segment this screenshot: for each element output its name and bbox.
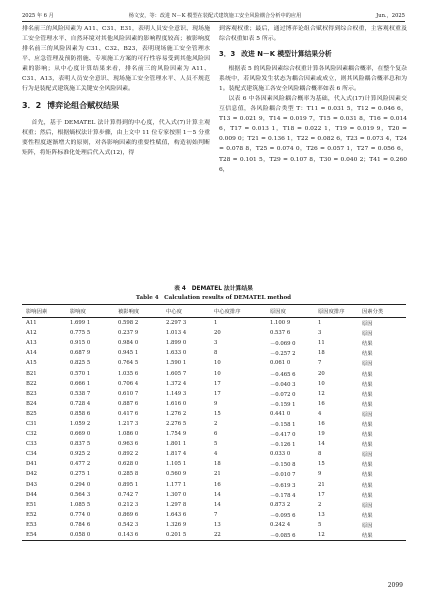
table-cell: 原因: [362, 452, 373, 459]
table-cell: 1.100 9: [270, 320, 291, 327]
factor-cell: B25: [26, 410, 37, 417]
table-cell: 0.925 2: [70, 451, 91, 458]
table-cell: 0.837 5: [70, 441, 91, 448]
table-cell: 1.801 1: [166, 441, 187, 448]
paragraph: 首先，基于 DEMATEL 法计算得到的中心度，代入式(7)计算主观权重；然后，根据熵权法计算步骤，由上文中 11 位专家按照 1－5 分重要性程度逐渐增大的原则，对各影响因素的重要性赋值，构造初始判断矩阵，将矩阵标准化处理后代入式(12)，得: [22, 120, 210, 157]
table-cell: 0.775 5: [70, 330, 91, 337]
table-cell: －0.095 6: [270, 512, 296, 519]
table-cell: 1.899 0: [166, 340, 187, 347]
table-cell: 0.895 1: [118, 481, 139, 488]
table-caption-en: Table 4 Calculation results of DEMATEL method: [135, 295, 292, 301]
table-cell: 20: [318, 370, 325, 377]
table-row: [22, 500, 406, 510]
table-body: [22, 318, 406, 541]
table-row: [22, 389, 406, 399]
table-cell: 10: [214, 370, 221, 377]
header-title: 杨文安，等：改进 N－K 模型在装配式建筑施工安全风险耦合分析中的应用: [128, 13, 302, 19]
table-row: [22, 439, 406, 449]
table-cell: 2: [214, 420, 218, 427]
table-cell: 16: [318, 400, 325, 407]
table-cell: 0.237 9: [118, 330, 139, 337]
paragraph: 以表 6 中各因素风险耦合概率为基础，代入式(17)计算风险因素交互信息值，各风险耦合类型 T：T11 = 0.031 5，T12 = 0.046 6，T13 = 0.021 9，T14 = 0.019 7，T15 = 0.031 8，T16 = 0.014 6，T17 = 0.013 1，T18 = 0.022 1，T19 = 0.019 9，T20 = 0.009 0；T21 = 0.136 1，T22 = 0.082 6，T23 = 0.073 4，T24 = 0.078 8，T25 = 0.074 0，T26 = 0.057 1，T27 = 0.056 6，T28 = 0.101 5，T29 = 0.107 8，T30 = 0.040 2；T41 = 0.260 6，: [219, 96, 407, 173]
table-cell: 结果: [362, 421, 373, 428]
table-cell: 0.869 6: [118, 511, 139, 518]
factor-cell: A12: [26, 330, 37, 337]
factor-cell: A14: [26, 350, 37, 357]
table-cell: 1.105 1: [166, 461, 187, 468]
table-cell: 1.297 8: [166, 501, 187, 508]
table-cell: 0.275 1: [70, 471, 91, 478]
table-cell: 0.706 4: [118, 380, 139, 387]
table-cell: 1.035 6: [118, 370, 139, 377]
right-column: [219, 24, 407, 175]
table-row: [22, 409, 406, 419]
table-cell: 结果: [362, 512, 373, 519]
table-cell: 0.242 4: [270, 521, 291, 528]
table-cell: 5: [214, 441, 218, 448]
table-row: [22, 459, 406, 469]
table-cell: 0.285 8: [118, 471, 139, 478]
table-cell: 0.294 0: [70, 481, 91, 488]
table-cell: 0.728 4: [70, 400, 91, 407]
table-cell: 1.372 4: [166, 380, 187, 387]
table-cell: 3: [318, 330, 322, 337]
table-cell: 13: [214, 521, 221, 528]
table-cell: 14: [214, 501, 221, 508]
factor-cell: B22: [26, 380, 37, 387]
table-cell: 1.633 0: [166, 350, 187, 357]
table-cell: 0.742 7: [118, 491, 139, 498]
factor-cell: E54: [22, 530, 70, 541]
factor-cell: C32: [26, 431, 37, 438]
table-cell: 0.538 7: [70, 390, 91, 397]
table-cell: 结果: [362, 530, 406, 541]
table-cell: 21: [318, 481, 325, 488]
table-cell: 18: [214, 461, 221, 468]
table-row: [22, 379, 406, 389]
table-cell: 结果: [362, 462, 373, 469]
table-cell: 0.061 0: [270, 360, 291, 367]
factor-cell: A11: [26, 320, 37, 327]
factor-cell: C31: [26, 420, 37, 427]
table-cell: 13: [318, 511, 325, 518]
table-cell: 0.212 3: [118, 501, 139, 508]
table-cell: 1.605 7: [166, 370, 187, 377]
table-cell: 0.774 0: [70, 511, 91, 518]
table-cell: 12: [318, 390, 325, 397]
table-cell: －0.619 3: [270, 482, 296, 489]
table-cell: 0.963 6: [118, 441, 139, 448]
table-cell: 8: [214, 350, 218, 357]
table-cell: 0.666 1: [70, 380, 91, 387]
table-cell: 结果: [362, 432, 373, 439]
factor-cell: E53: [26, 521, 37, 528]
column-header: 中心度排序: [214, 305, 270, 318]
table-cell: 17: [214, 390, 221, 397]
factor-cell: D43: [26, 481, 37, 488]
table-cell: 16: [214, 481, 221, 488]
table-cell: 原因: [362, 361, 373, 368]
table-cell: 14: [318, 441, 325, 448]
factor-cell: B24: [26, 400, 37, 407]
table-cell: 结果: [362, 401, 373, 408]
table-cell: 1: [214, 320, 218, 327]
table-cell: 9: [318, 471, 322, 478]
table-cell: 17: [214, 380, 221, 387]
section-title: 博弈论组合赋权结果: [47, 101, 120, 111]
table-cell: 0.628 0: [118, 461, 139, 468]
table-cell: 0.984 0: [118, 340, 139, 347]
factor-cell: D44: [26, 491, 37, 498]
section-number: 3．2: [22, 101, 42, 111]
paragraph: 根据表 5 的风险因素综合权重计算各风险因素耦合概率，在整个复杂系统中，若风险发生状态为耦合因素或成立，则其风险耦合概率总和为 1。装配式建筑施工各安全风险耦合概率如表 6 所示。: [219, 66, 407, 93]
table-cell: 15: [214, 410, 221, 417]
table-cell: 1.059 2: [70, 420, 91, 427]
table-cell: 0.143 6: [118, 530, 166, 541]
factor-cell: C33: [26, 441, 37, 448]
table-cell: 2.297 3: [166, 320, 187, 327]
table-cell: 0.764 5: [118, 360, 139, 367]
table-cell: 10: [318, 380, 325, 387]
table-row: [22, 358, 406, 368]
table-cell: 7: [318, 360, 322, 367]
table-cell: 1.086 0: [118, 431, 139, 438]
table-cell: －0.126 1: [270, 442, 296, 449]
factor-cell: E51: [26, 501, 37, 508]
table-row: [22, 419, 406, 429]
table-cell: 0.784 6: [70, 521, 91, 528]
table-cell: 3: [214, 340, 218, 347]
table-cell: 0.825 5: [70, 360, 91, 367]
running-header: [22, 9, 405, 19]
table-cell: 12: [318, 530, 362, 541]
section-title: 改进 N－K 模型计算结果分析: [241, 50, 332, 59]
table-cell: －0.158 1: [270, 421, 296, 428]
table-cell: －0.159 1: [270, 401, 296, 408]
table-cell: －0.040 3: [270, 381, 296, 388]
table-cell: 1.217 3: [118, 420, 139, 427]
table-cell: 1.616 0: [166, 400, 187, 407]
table-cell: －0.072 0: [270, 391, 296, 398]
table-row: [22, 530, 406, 541]
table-cell: 1.177 1: [166, 481, 187, 488]
factor-cell: B21: [26, 370, 37, 377]
table-cell: 1.699 1: [70, 320, 91, 327]
table-header-row: [22, 305, 406, 318]
factor-cell: A15: [26, 360, 37, 367]
factor-cell: B23: [26, 390, 37, 397]
table-cell: 0.669 0: [70, 431, 91, 438]
table-cell: 结果: [362, 341, 373, 348]
table-cell: 1.149 3: [166, 390, 187, 397]
table-cell: 22: [214, 530, 270, 541]
table-caption: 表 4 DEMATEL 法计算结果: [174, 286, 253, 292]
table-cell: 结果: [362, 492, 373, 499]
table-cell: 0.610 7: [118, 390, 139, 397]
table-cell: 结果: [362, 472, 373, 479]
column-header: 影响度: [70, 305, 118, 318]
table-row: [22, 520, 406, 530]
table-cell: 0.887 6: [118, 400, 139, 407]
column-header: 被影响度: [118, 305, 166, 318]
table-cell: －0.257 2: [270, 351, 296, 358]
column-header: 原因度: [270, 305, 318, 318]
table-cell: 1: [318, 320, 322, 327]
factor-cell: D41: [26, 461, 37, 468]
header-date: 2025 年 6 月: [22, 13, 54, 19]
table-cell: 结果: [362, 351, 373, 358]
table-cell: 0.441 0: [270, 410, 291, 417]
table-cell: 2: [318, 501, 322, 508]
column-header: 原因度排序: [318, 305, 362, 318]
table-cell: 0.201 5: [166, 530, 214, 541]
table-cell: 11: [318, 340, 325, 347]
table-cell: 4: [214, 451, 218, 458]
table-cell: 0.945 1: [118, 350, 139, 357]
paragraph: 到客观权重；最后，通过博弈论组合赋权得到综合权重，主客观权重及综合权重如表 5 所示。: [219, 26, 407, 43]
table-cell: 0.570 1: [70, 370, 91, 377]
table-row: [22, 490, 406, 500]
table-cell: 0.560 9: [166, 471, 187, 478]
table-cell: 0.598 2: [118, 320, 139, 327]
table-cell: 0.477 2: [70, 461, 91, 468]
table-row: [22, 449, 406, 459]
table-cell: －0.178 4: [270, 492, 296, 499]
table-cell: 0.873 2: [270, 501, 291, 508]
table-row: [22, 480, 406, 490]
table-cell: 0.537 6: [270, 330, 291, 337]
table-row: [22, 469, 406, 479]
table-cell: 1.013 4: [166, 330, 187, 337]
table-cell: 10: [214, 360, 221, 367]
table-cell: 1.085 5: [70, 501, 91, 508]
table-cell: 9: [214, 400, 218, 407]
table-cell: 19: [318, 431, 325, 438]
left-column: [22, 24, 210, 159]
table-cell: 结果: [362, 442, 373, 449]
table-row: [22, 510, 406, 520]
table-cell: 6: [214, 431, 218, 438]
table-cell: 20: [214, 330, 221, 337]
factor-cell: D42: [26, 471, 37, 478]
column-header: 影响因素: [22, 305, 70, 318]
table-cell: －0.417 0: [270, 432, 296, 439]
table-cell: 0.542 3: [118, 521, 139, 528]
table-cell: 17: [318, 491, 325, 498]
table-cell: 原因: [362, 522, 373, 529]
table-row: [22, 318, 406, 329]
factor-cell: A13: [26, 340, 37, 347]
table-cell: －0.069 0: [270, 341, 296, 348]
table-cell: 1.276 2: [166, 410, 187, 417]
table-cell: 1.643 6: [166, 511, 187, 518]
table-cell: 0.892 2: [118, 451, 139, 458]
page-number: 2099: [387, 582, 403, 589]
table-cell: 18: [318, 350, 325, 357]
table-cell: 5: [318, 521, 322, 528]
table-row: [22, 399, 406, 409]
table-cell: －0.010 7: [270, 472, 296, 479]
column-header: 中心度: [166, 305, 214, 318]
table-row: [22, 328, 406, 338]
factor-cell: E52: [26, 511, 37, 518]
table-cell: 0.058 0: [70, 530, 118, 541]
table-cell: 21: [214, 471, 221, 478]
table-cell: 0.417 6: [118, 410, 139, 417]
section-heading: [22, 101, 210, 111]
table-cell: 结果: [362, 482, 373, 489]
table-cell: 8: [318, 451, 322, 458]
paragraph: 排名前三的风险因素为 A11、C31、E31，表明人员安全意识、现场施工安全管理水平、自然环境对其他风险因素的影响程度较高；被影响度排名前三的风险因素为 C31、C32、B23，表明现场施工安全管理水平、应急管理及预防措施、专项施工方案的可行性容易受到其他风险因素的影响；从中心度计算结果来看，排名前三的风险因素为 A11、C31、A13，表明人员安全意识、现场施工安全管理水平、人员不规范行为是装配式建筑施工关键安全风险因素。: [22, 26, 210, 93]
table-cell: 0.858 6: [70, 410, 91, 417]
table-cell: 1.754 9: [166, 431, 187, 438]
section-heading: [219, 49, 407, 59]
table-cell: 0.687 9: [70, 350, 91, 357]
table-cell: －0.085 6: [270, 530, 318, 541]
table-cell: －0.465 6: [270, 371, 296, 378]
table-row: [22, 338, 406, 348]
section-number: 3．3: [219, 50, 236, 59]
column-header: 因素分类: [362, 305, 406, 318]
table-cell: 结果: [362, 371, 373, 378]
table-cell: 1.326 9: [166, 521, 187, 528]
table-cell: 16: [318, 420, 325, 427]
header-date-en: Jun.，2025: [376, 13, 405, 19]
table-cell: 0.915 0: [70, 340, 91, 347]
table-cell: 2.276 5: [166, 420, 187, 427]
table-cell: 1.307 0: [166, 491, 187, 498]
table-row: [22, 348, 406, 358]
table-cell: 7: [214, 511, 218, 518]
dematel-results-table: [22, 304, 406, 541]
header-rule: [22, 21, 405, 22]
table-cell: 原因: [362, 411, 373, 418]
table-cell: 原因: [362, 331, 373, 338]
table-cell: 0.033 0: [270, 451, 291, 458]
table-cell: －0.150 8: [270, 462, 296, 469]
table-cell: 4: [318, 410, 322, 417]
factor-cell: C34: [26, 451, 37, 458]
table-cell: 1.817 4: [166, 451, 187, 458]
table-row: [22, 368, 406, 378]
table-row: [22, 429, 406, 439]
table-cell: 结果: [362, 381, 373, 388]
table-cell: 14: [214, 491, 221, 498]
table-cell: 结果: [362, 391, 373, 398]
table-cell: 1.590 1: [166, 360, 187, 367]
table-cell: 原因: [362, 502, 373, 509]
table-cell: 原因: [362, 321, 373, 328]
table-cell: 0.564 3: [70, 491, 91, 498]
table-cell: 15: [318, 461, 325, 468]
